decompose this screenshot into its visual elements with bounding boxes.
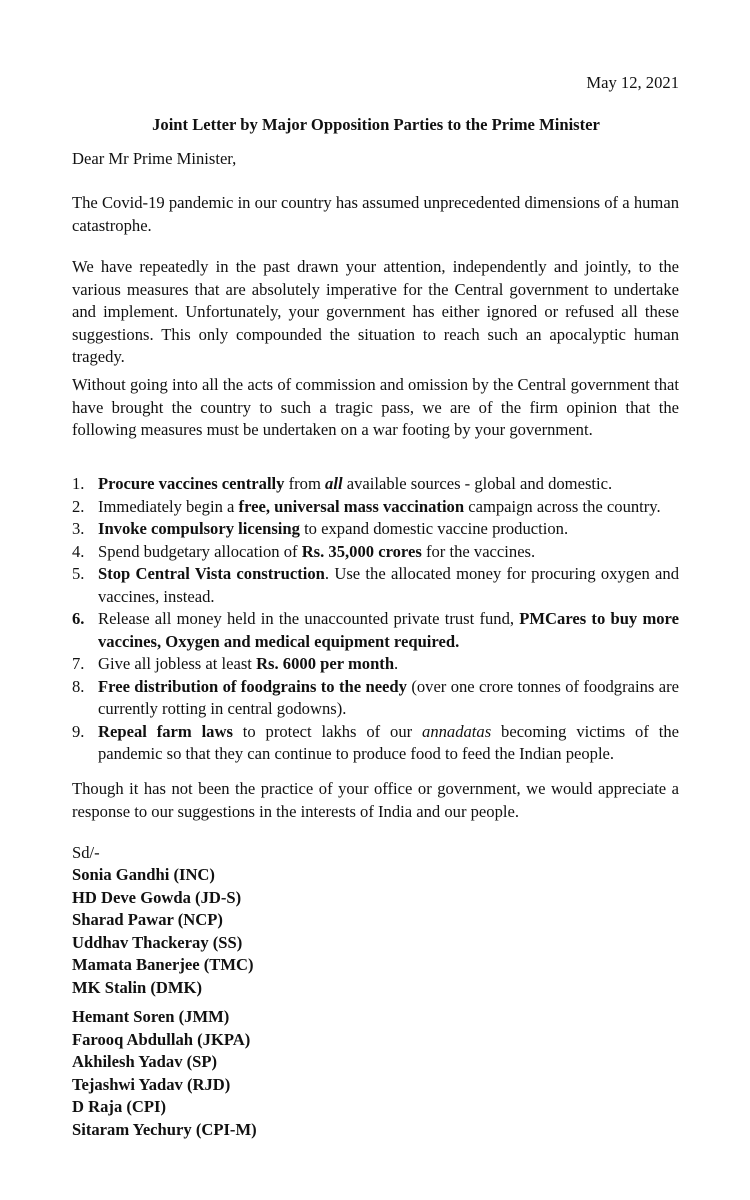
closing-paragraph: Though it has not been the practice of your office or government, we would appreciate a response to our suggestions in the interests of India and our people.	[72, 779, 679, 821]
measure-text-run: from	[284, 474, 326, 493]
measure-text-run: Release all money held in the unaccounted private trust fund,	[98, 609, 520, 628]
measure-text	[98, 676, 679, 721]
measure-text-run: annadatas	[422, 721, 492, 741]
measure-text-run: free, universal mass vaccination	[238, 496, 465, 516]
measure-number: 9.	[72, 721, 85, 741]
measure-text-run: Free distribution of foodgrains to the needy	[98, 676, 407, 696]
letter-date: May 12, 2021	[586, 73, 679, 92]
measure-text-run: campaign across the country.	[464, 496, 661, 516]
measure-number: 5.	[72, 564, 85, 583]
measure-text-run: all	[325, 474, 343, 493]
signatory: Sonia Gandhi (INC)	[72, 865, 215, 884]
measure-text-run: PMCares to buy more vaccines, Oxygen and medical equipment required.	[98, 609, 679, 651]
measure-text-run: Rs. 35,000 crores	[301, 541, 422, 561]
measure-text-run: Procure vaccines centrally	[98, 474, 285, 493]
paragraph-3: Without going into all the acts of commission and omission by the Central government that have brought the country to such a tragic pass, we are of the firm opinion that the following measures must be undertaken on a war footing by your government.	[72, 375, 679, 439]
signatory: Sitaram Yechury (CPI-M)	[72, 1119, 257, 1139]
measure-number: 7.	[72, 654, 85, 673]
measure-item-2	[72, 496, 679, 519]
measure-text	[98, 721, 679, 766]
measure-text	[98, 541, 679, 564]
signatory: HD Deve Gowda (JD-S)	[72, 887, 242, 907]
measure-text-run: Rs. 6000 per month	[256, 654, 395, 673]
measure-text-run: Repeal farm laws	[98, 721, 233, 741]
measure-text	[98, 473, 679, 496]
signatory: Tejashwi Yadav (RJD)	[72, 1074, 231, 1094]
measure-number: 8.	[72, 676, 85, 696]
measure-item-6	[72, 608, 679, 653]
measure-text	[98, 563, 679, 608]
signatory: Sharad Pawar (NCP)	[72, 910, 223, 929]
measures-list	[72, 473, 679, 766]
measure-item-9	[72, 721, 679, 766]
measure-item-8	[72, 676, 679, 721]
signature-mark: Sd/-	[72, 843, 100, 862]
signatories-group-2	[72, 1006, 257, 1141]
measure-number: 3.	[72, 519, 85, 538]
signatory: MK Stalin (DMK)	[72, 977, 202, 997]
measure-text-run: available sources - global and domestic.	[342, 474, 613, 493]
signatory: Uddhav Thackeray (SS)	[72, 932, 243, 952]
measure-text-run: (over one crore tonnes of foodgrains are currently rotting in central godowns).	[98, 676, 679, 718]
measure-text	[98, 518, 679, 541]
measure-number: 4.	[72, 541, 85, 561]
signatory: Farooq Abdullah (JKPA)	[72, 1029, 251, 1049]
measure-item-7	[72, 653, 679, 676]
measure-text-run: to expand domestic vaccine production.	[299, 519, 569, 538]
measure-text	[98, 608, 679, 653]
measure-item-1	[72, 473, 679, 496]
measure-text	[98, 496, 679, 519]
measure-number: 6.	[72, 609, 85, 628]
measure-text-run: .	[394, 654, 399, 673]
signatory: D Raja (CPI)	[72, 1097, 167, 1116]
measure-item-3	[72, 518, 679, 541]
paragraph-2: We have repeatedly in the past drawn your attention, independently and jointly, to the various measures that are absolutely imperative for the Central government to undertake and implement. Unfortunately, your government has either ignored or refused all these suggestions. This only compounded the situation to reach such an apocalyptic human tragedy.	[72, 257, 679, 366]
measure-item-5	[72, 563, 679, 608]
letter-title: Joint Letter by Major Opposition Parties to the Prime Minister	[152, 115, 600, 134]
measure-item-4	[72, 541, 679, 564]
measure-text-run: . Use the allocated money for procuring oxygen and vaccines, instead.	[98, 564, 679, 606]
measure-text-run: Invoke compulsory licensing	[98, 519, 300, 538]
measure-text-run: Spend budgetary allocation of	[98, 541, 302, 561]
measure-number: 2.	[72, 496, 85, 516]
measure-text-run: Stop Central Vista construction	[98, 564, 325, 583]
signatory: Akhilesh Yadav (SP)	[72, 1052, 218, 1071]
signatories-group-1	[72, 864, 254, 999]
signatory: Hemant Soren (JMM)	[72, 1007, 230, 1026]
measure-text-run: becoming victims of the pandemic so that they can continue to produce food to feed the Indian people.	[98, 721, 679, 763]
measure-text-run: to protect lakhs of our	[232, 721, 423, 741]
measure-text	[98, 653, 679, 676]
measure-text-run: Give all jobless at least	[98, 654, 257, 673]
signatory: Mamata Banerjee (TMC)	[72, 955, 254, 974]
salutation: Dear Mr Prime Minister,	[72, 149, 237, 168]
measure-text-run: Immediately begin a	[98, 496, 239, 516]
measure-number: 1.	[72, 474, 85, 493]
measure-text-run: for the vaccines.	[421, 541, 536, 561]
paragraph-1: The Covid-19 pandemic in our country has assumed unprecedented dimensions of a human catastrophe.	[72, 193, 679, 235]
